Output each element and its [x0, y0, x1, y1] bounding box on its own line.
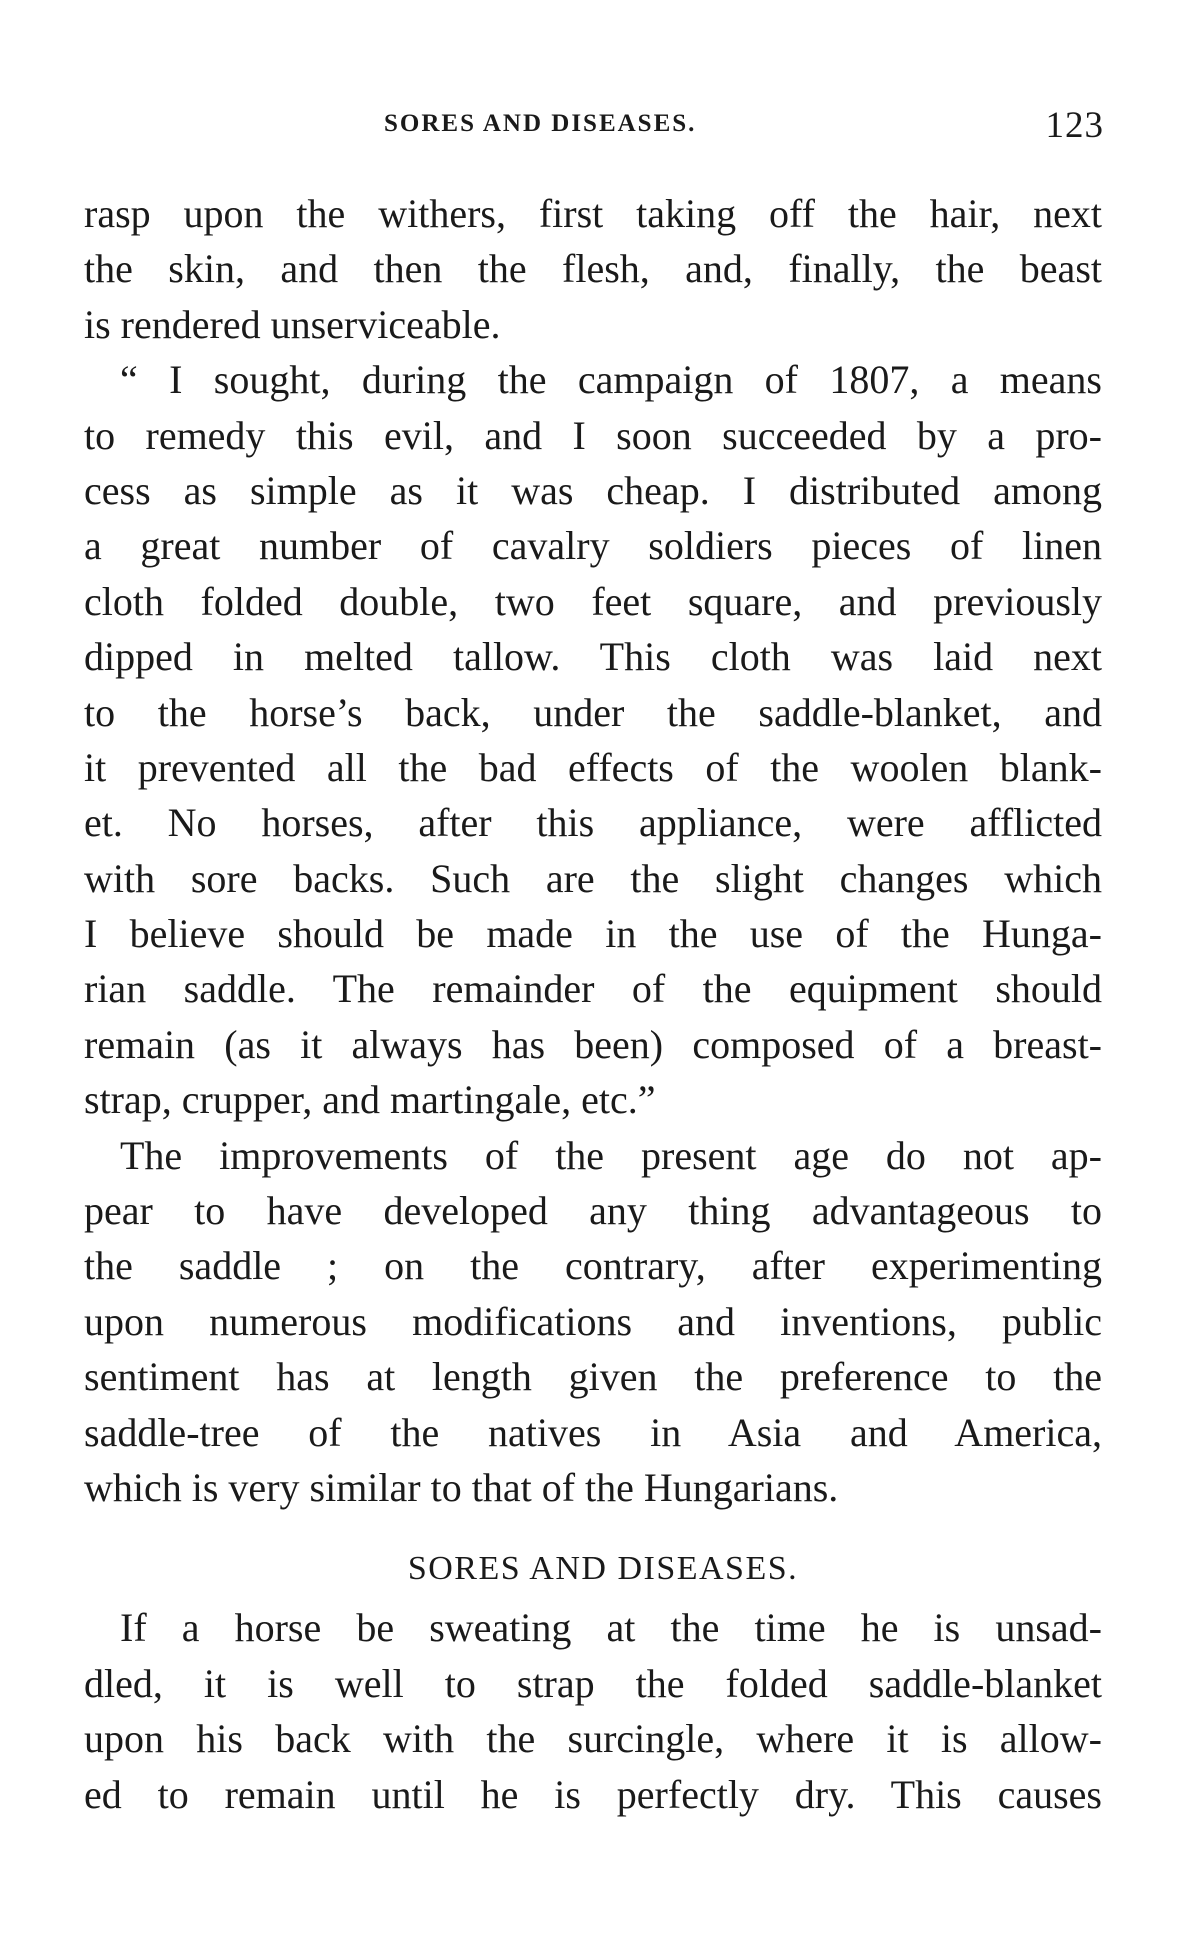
- text-line: The improvements of the present age do not ap-: [120, 1132, 1102, 1178]
- text-line: with sore backs. Such are the slight changes which: [84, 855, 1102, 901]
- text-line: cess as simple as it was cheap. I distributed among: [84, 467, 1102, 513]
- text-line: pear to have developed any thing advantageous to: [84, 1188, 1102, 1234]
- text-line: it prevented all the bad effects of the woolen blank-: [84, 744, 1102, 790]
- paragraph-1: [84, 186, 1102, 352]
- text-line: the skin, and then the flesh, and, finally, the beast: [84, 246, 1102, 292]
- text-line: cloth folded double, two feet square, and previously: [84, 578, 1102, 624]
- text-line: ed to remain until he is perfectly dry. This causes: [84, 1771, 1102, 1817]
- text-line: dipped in melted tallow. This cloth was laid next: [84, 634, 1102, 680]
- paragraph-4: [84, 1600, 1102, 1822]
- text-line: a great number of cavalry soldiers pieces of linen: [84, 523, 1102, 569]
- text-line: rian saddle. The remainder of the equipment should: [84, 966, 1102, 1012]
- text-line: I believe should be made in the use of the Hunga-: [84, 911, 1102, 957]
- section-heading: SORES AND DISEASES.: [407, 1550, 799, 1588]
- running-head-title: SORES AND DISEASES.: [384, 110, 697, 137]
- text-line: to the horse’s back, under the saddle-blanket, and: [84, 689, 1102, 735]
- text-line: sentiment has at length given the preference to the: [84, 1354, 1102, 1400]
- text-line: the saddle ; on the contrary, after experimenting: [84, 1243, 1102, 1289]
- text-line: rasp upon the withers, first taking off the hair, next: [84, 191, 1102, 236]
- text-line: remain (as it always has been) composed of a breast-: [84, 1021, 1102, 1067]
- paragraph-2: [84, 352, 1102, 1127]
- text-line: “ I sought, during the campaign of 1807, a means: [120, 357, 1102, 403]
- text-line: dled, it is well to strap the folded saddle-blanket: [84, 1660, 1102, 1706]
- text-line: saddle-tree of the natives in Asia and America,: [84, 1409, 1102, 1455]
- text-line: to remedy this evil, and I soon succeeded by a pro-: [84, 412, 1102, 458]
- body-text: [84, 186, 1102, 1822]
- text-line: If a horse be sweating at the time he is unsad-: [120, 1605, 1102, 1651]
- text-line: is rendered unserviceable.: [84, 301, 501, 347]
- text-line: et. No horses, after this appliance, were afflicted: [84, 800, 1102, 846]
- running-head: [84, 104, 1104, 144]
- paragraph-3: [84, 1128, 1102, 1516]
- text-line: upon his back with the surcingle, where it is allow-: [84, 1716, 1102, 1762]
- text-line: strap, crupper, and martingale, etc.”: [84, 1077, 656, 1123]
- text-line: which is very similar to that of the Hungarians.: [84, 1464, 839, 1510]
- text-line: upon numerous modifications and inventions, public: [84, 1298, 1102, 1344]
- page-number: 123: [1045, 105, 1104, 146]
